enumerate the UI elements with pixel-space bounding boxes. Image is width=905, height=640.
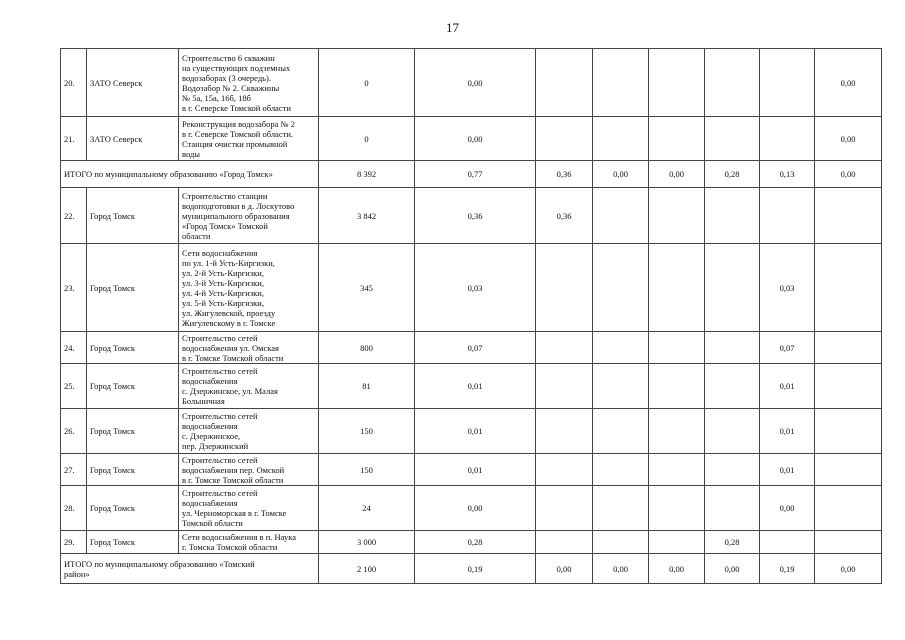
value-cell-4	[649, 244, 705, 332]
value-cell-5	[705, 454, 760, 486]
project-description: Строительство сетей водоснабжения с. Дзержинское, пер. Дзержинский	[179, 409, 319, 454]
value-cell-4	[649, 117, 705, 161]
value-cell-5	[705, 332, 760, 364]
project-description: Сети водоснабжения в п. Наука г. Томска Томской области	[179, 531, 319, 554]
value-cell-7	[815, 188, 882, 244]
capacity-cell: 345	[319, 244, 415, 332]
capacity-cell: 24	[319, 486, 415, 531]
value-cell-4	[649, 332, 705, 364]
value-cell-7	[815, 364, 882, 409]
municipality-cell: Город Томск	[87, 244, 179, 332]
value-cell-5: 0,28	[705, 531, 760, 554]
value-cell-1: 0,01	[415, 454, 536, 486]
value-cell-2: 0,00	[536, 554, 593, 584]
value-cell-1: 0,01	[415, 364, 536, 409]
value-cell-1: 0,00	[415, 486, 536, 531]
row-number: 22.	[61, 188, 87, 244]
value-cell-7	[815, 454, 882, 486]
value-cell-3	[593, 409, 649, 454]
value-cell-1: 0,01	[415, 409, 536, 454]
value-cell-2	[536, 117, 593, 161]
value-cell-1: 0,36	[415, 188, 536, 244]
table-row	[61, 364, 882, 409]
municipality-cell: ЗАТО Северск	[87, 49, 179, 117]
table-row	[61, 531, 882, 554]
value-cell-4	[649, 409, 705, 454]
value-cell-4: 0,00	[649, 161, 705, 188]
value-cell-1: 0,19	[415, 554, 536, 584]
value-cell-3	[593, 332, 649, 364]
value-cell-3	[593, 531, 649, 554]
value-cell-5	[705, 188, 760, 244]
value-cell-1: 0,00	[415, 117, 536, 161]
value-cell-2	[536, 454, 593, 486]
capacity-cell: 150	[319, 409, 415, 454]
municipality-cell: ЗАТО Северск	[87, 117, 179, 161]
capacity-cell: 3 842	[319, 188, 415, 244]
table-row	[61, 409, 882, 454]
value-cell-7: 0,00	[815, 117, 882, 161]
value-cell-4	[649, 188, 705, 244]
municipality-cell: Город Томск	[87, 454, 179, 486]
value-cell-3: 0,00	[593, 161, 649, 188]
value-cell-3	[593, 49, 649, 117]
row-number: 20.	[61, 49, 87, 117]
total-row	[61, 161, 882, 188]
value-cell-2	[536, 486, 593, 531]
total-label: ИТОГО по муниципальному образованию «Томский район»	[61, 554, 319, 584]
capacity-cell: 0	[319, 49, 415, 117]
row-number: 26.	[61, 409, 87, 454]
project-description: Строительство сетей водоснабжения с. Дзержинское, ул. Малая Больничная	[179, 364, 319, 409]
row-number: 28.	[61, 486, 87, 531]
row-number: 29.	[61, 531, 87, 554]
value-cell-4	[649, 49, 705, 117]
value-cell-6: 0,01	[760, 364, 815, 409]
value-cell-6	[760, 117, 815, 161]
value-cell-3	[593, 486, 649, 531]
value-cell-6: 0,07	[760, 332, 815, 364]
table-row	[61, 244, 882, 332]
project-description: Строительство 6 скважин на существующих подземных водозаборах (3 очередь). Водозабор № 2. Скважины № 5а, 15а, 16б, 18б в г. Северске Томской области	[179, 49, 319, 117]
value-cell-5	[705, 49, 760, 117]
capacity-cell: 81	[319, 364, 415, 409]
value-cell-5	[705, 409, 760, 454]
value-cell-6: 0,01	[760, 454, 815, 486]
value-cell-1: 0,28	[415, 531, 536, 554]
municipality-cell: Город Томск	[87, 188, 179, 244]
value-cell-4	[649, 486, 705, 531]
value-cell-6: 0,19	[760, 554, 815, 584]
capacity-cell: 0	[319, 117, 415, 161]
row-number: 21.	[61, 117, 87, 161]
project-description: Строительство сетей водоснабжения пер. Омской в г. Томске Томской области	[179, 454, 319, 486]
value-cell-3	[593, 454, 649, 486]
value-cell-1: 0,03	[415, 244, 536, 332]
value-cell-1: 0,00	[415, 49, 536, 117]
project-description: Реконструкция водозабора № 2 в г. Северске Томской области. Станция очистки промывной воды	[179, 117, 319, 161]
capacity-cell: 3 000	[319, 531, 415, 554]
value-cell-3: 0,00	[593, 554, 649, 584]
value-cell-1: 0,07	[415, 332, 536, 364]
value-cell-7: 0,00	[815, 161, 882, 188]
value-cell-2	[536, 244, 593, 332]
value-cell-4	[649, 454, 705, 486]
table-row	[61, 332, 882, 364]
municipality-cell: Город Томск	[87, 332, 179, 364]
value-cell-2	[536, 49, 593, 117]
value-cell-2	[536, 364, 593, 409]
table-row	[61, 49, 882, 117]
capacity-cell: 2 100	[319, 554, 415, 584]
value-cell-7	[815, 409, 882, 454]
capacity-cell: 800	[319, 332, 415, 364]
value-cell-2: 0,36	[536, 188, 593, 244]
value-cell-6	[760, 188, 815, 244]
table-row	[61, 188, 882, 244]
municipality-cell: Город Томск	[87, 531, 179, 554]
value-cell-7	[815, 531, 882, 554]
value-cell-6: 0,00	[760, 486, 815, 531]
value-cell-3	[593, 117, 649, 161]
value-cell-2	[536, 332, 593, 364]
total-label: ИТОГО по муниципальному образованию «Город Томск»	[61, 161, 319, 188]
value-cell-6: 0,03	[760, 244, 815, 332]
value-cell-7	[815, 486, 882, 531]
investment-table	[60, 48, 882, 584]
capacity-cell: 8 392	[319, 161, 415, 188]
table-body	[61, 49, 882, 584]
value-cell-3	[593, 364, 649, 409]
row-number: 25.	[61, 364, 87, 409]
value-cell-1: 0,77	[415, 161, 536, 188]
project-description: Строительство сетей водоснабжения ул. Омская в г. Томске Томской области	[179, 332, 319, 364]
value-cell-7: 0,00	[815, 554, 882, 584]
value-cell-6: 0,01	[760, 409, 815, 454]
value-cell-3	[593, 188, 649, 244]
page-number: 17	[446, 20, 459, 35]
value-cell-5: 0,00	[705, 554, 760, 584]
value-cell-7	[815, 244, 882, 332]
table-row	[61, 117, 882, 161]
value-cell-2	[536, 409, 593, 454]
value-cell-6	[760, 531, 815, 554]
table-row	[61, 454, 882, 486]
project-description: Сети водоснабжения по ул. 1-й Усть-Киргизки, ул. 2-й Усть-Киргизки, ул. 3-й Усть-Киргизки, ул. 4-й Усть-Киргизки, ул. 5-й Усть-Киргизки, ул. Жигулевской, проезду Жигулевскому в г. Томске	[179, 244, 319, 332]
value-cell-2: 0,36	[536, 161, 593, 188]
value-cell-6	[760, 49, 815, 117]
capacity-cell: 150	[319, 454, 415, 486]
table-row	[61, 486, 882, 531]
municipality-cell: Город Томск	[87, 364, 179, 409]
value-cell-2	[536, 531, 593, 554]
municipality-cell: Город Томск	[87, 486, 179, 531]
row-number: 23.	[61, 244, 87, 332]
value-cell-5	[705, 364, 760, 409]
value-cell-5	[705, 486, 760, 531]
total-row	[61, 554, 882, 584]
value-cell-5	[705, 117, 760, 161]
value-cell-4	[649, 364, 705, 409]
value-cell-6: 0,13	[760, 161, 815, 188]
value-cell-4: 0,00	[649, 554, 705, 584]
value-cell-4	[649, 531, 705, 554]
value-cell-7: 0,00	[815, 49, 882, 117]
row-number: 24.	[61, 332, 87, 364]
municipality-cell: Город Томск	[87, 409, 179, 454]
value-cell-3	[593, 244, 649, 332]
value-cell-5: 0,28	[705, 161, 760, 188]
project-description: Строительство станции водоподготовки в д. Лоскутово муниципального образования «Город Томск» Томской области	[179, 188, 319, 244]
row-number: 27.	[61, 454, 87, 486]
project-description: Строительство сетей водоснабжения ул. Черноморская в г. Томске Томской области	[179, 486, 319, 531]
value-cell-5	[705, 244, 760, 332]
value-cell-7	[815, 332, 882, 364]
